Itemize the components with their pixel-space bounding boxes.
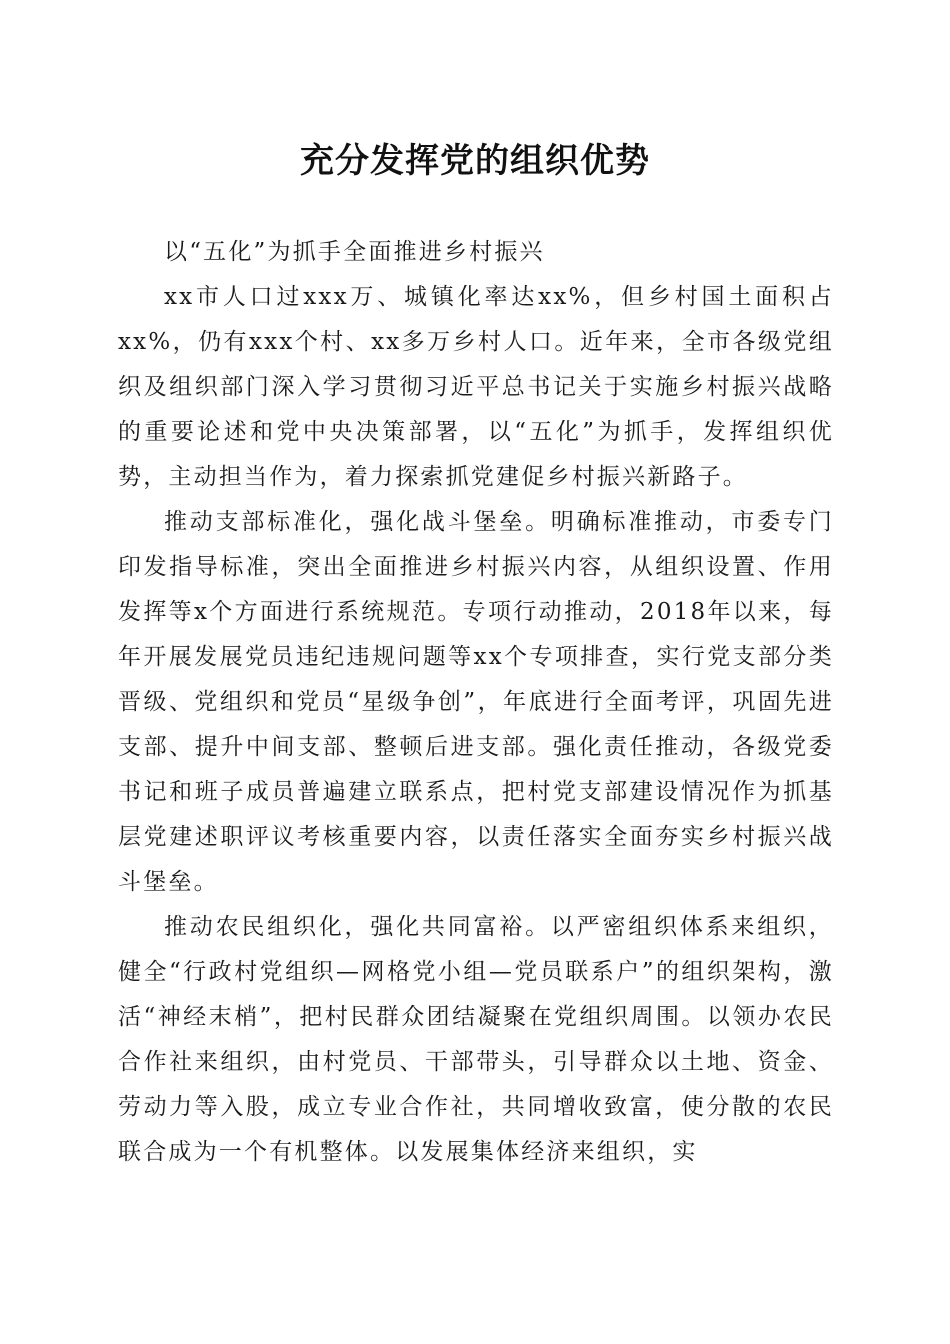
- paragraph-2: 推动支部标准化，强化战斗堡垒。明确标准推动，市委专门印发指导标准，突出全面推进乡村振兴内容，从组织设置、作用发挥等x个方面进行系统规范。专项行动推动，2018年以来，每年开展发展党员违纪违规问题等xx个专项排查，实行党支部分类晋级、党组织和党员“星级争创”，年底进行全面考评，巩固先进支部、提升中间支部、整顿后进支部。强化责任推动，各级党委书记和班子成员普遍建立联系点，把村党支部建设情况作为抓基层党建述职评议考核重要内容，以责任落实全面夯实乡村振兴战斗堡垒。: [118, 509, 834, 895]
- document-body: [118, 230, 834, 1175]
- document-title: 充分发挥党的组织优势: [300, 141, 650, 181]
- paragraph-1: xx市人口过xxx万、城镇化率达xx%，但乡村国土面积占xx%，仍有xxx个村、xx多万乡村人口。近年来，全市各级党组织及组织部门深入学习贯彻习近平总书记关于实施乡村振兴战略的重要论述和党中央决策部署，以“五化”为抓手，发挥组织优势，主动担当作为，着力探索抓党建促乡村振兴新路子。: [118, 284, 834, 490]
- document-subtitle: 以“五化”为抓手全面推进乡村振兴: [164, 239, 545, 265]
- paragraph-3: 推动农民组织化，强化共同富裕。以严密组织体系来组织，健全“行政村党组织—网格党小组—党员联系户”的组织架构，激活“神经末梢”，把村民群众团结凝聚在党组织周围。以领办农民合作社来组织，由村党员、干部带头，引导群众以土地、资金、劳动力等入股，成立专业合作社，共同增收致富，使分散的农民联合成为一个有机整体。以发展集体经济来组织，实: [118, 914, 834, 1165]
